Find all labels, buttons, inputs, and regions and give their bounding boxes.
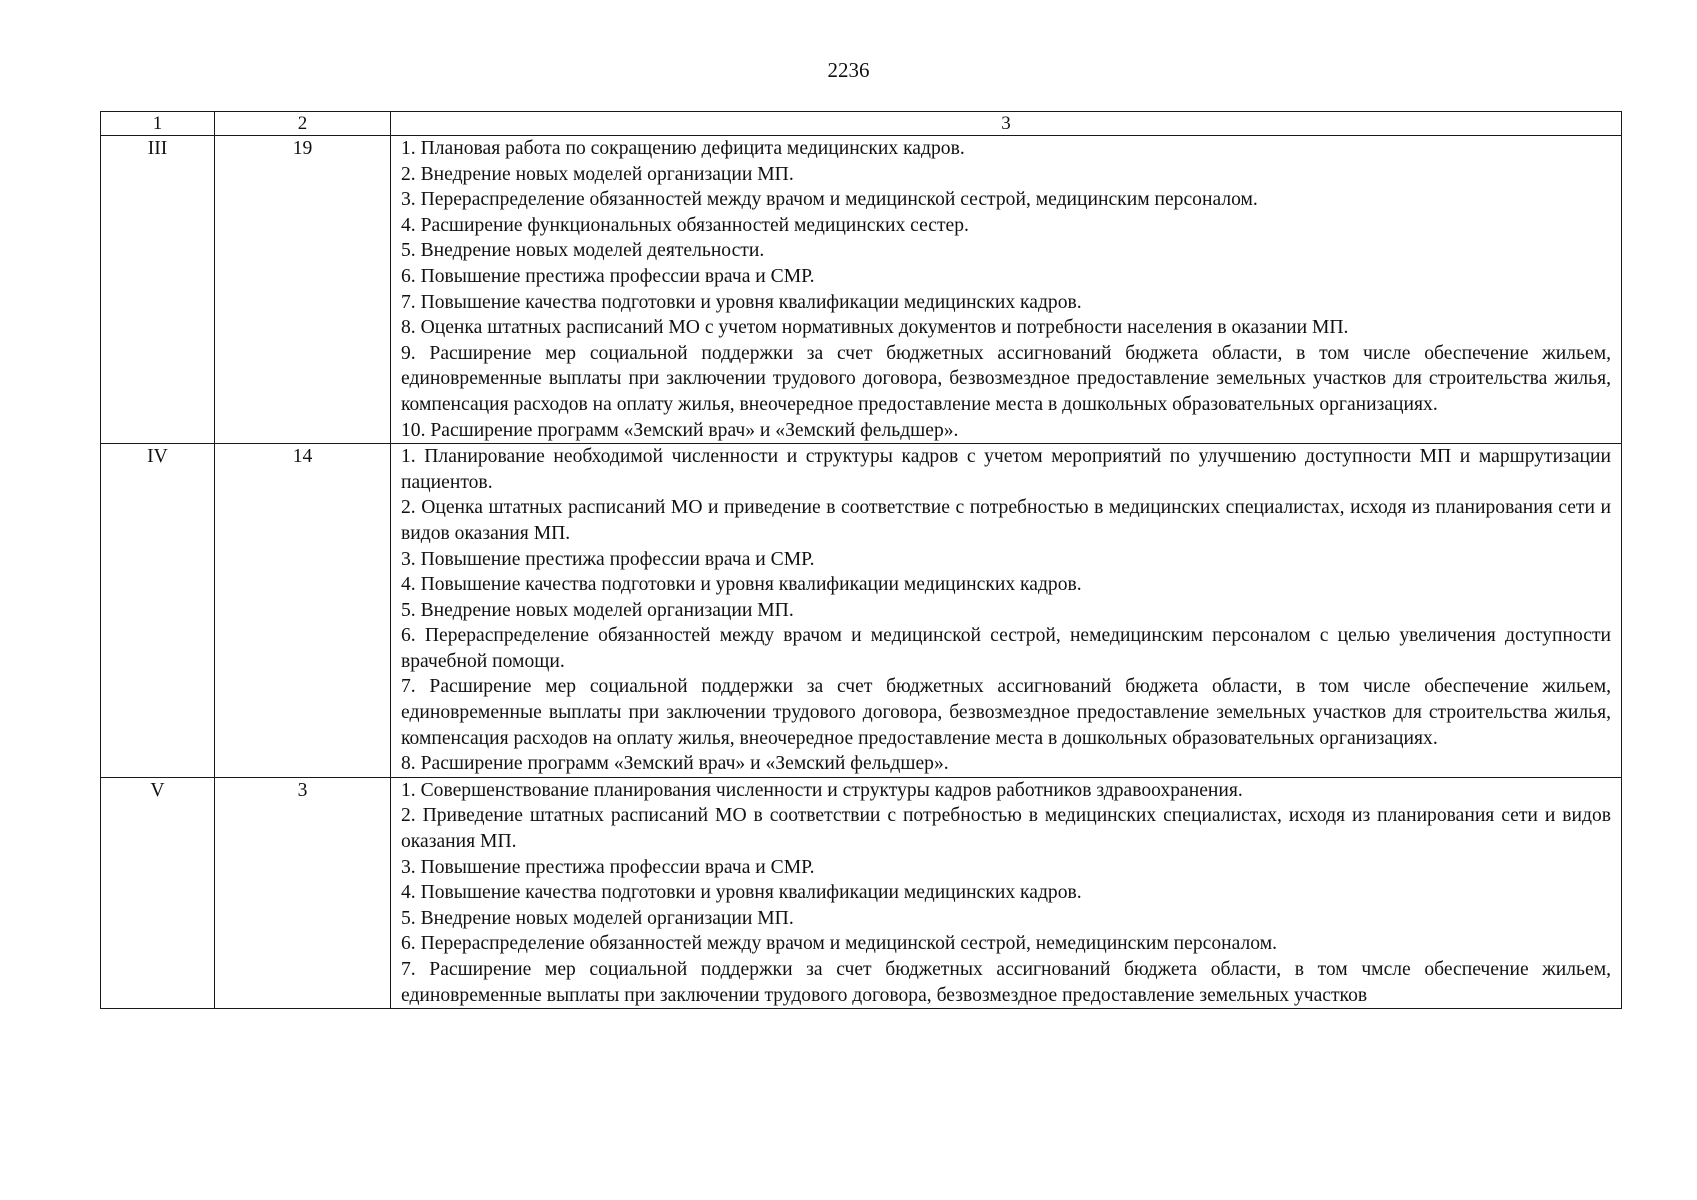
list-item: 6. Перераспределение обязанностей между врачом и медицинской сестрой, немедицинским персоналом.	[401, 933, 1277, 955]
list-item: 3. Повышение престижа профессии врача и СМР.	[401, 856, 815, 878]
list-item: 4. Расширение функциональных обязанностей медицинских сестер.	[401, 214, 969, 236]
row-group-cell: III	[101, 136, 215, 444]
list-item: 4. Повышение качества подготовки и уровня квалификации медицинских кадров.	[401, 882, 1082, 904]
list-item: 7. Расширение мер социальной поддержки за счет бюджетных ассигнований бюджета области, в том числе обеспечение жильем, единовременные выплаты при заключении трудового договора, безвозмездное предоставление земельных участков для строительства жилья, компенсация расходов на оплату жилья, внеочередное предоставление места в дошкольных образовательных организациях.	[401, 676, 1611, 749]
row-count-cell: 14	[215, 444, 391, 778]
list-item: 10. Расширение программ «Земский врач» и «Земский фельдшер».	[401, 419, 959, 441]
list-item: 2. Приведение штатных расписаний МО в соответствии с потребностью в медицинских специалистах, исходя из планирования сети и видов оказания МП.	[401, 805, 1611, 853]
list-item: 5. Внедрение новых моделей организации МП.	[401, 599, 794, 621]
row-group-cell: IV	[101, 444, 215, 778]
list-item: 1. Планирование необходимой численности и структуры кадров с учетом мероприятий по улучшению доступности МП и маршрутизации пациентов.	[401, 446, 1611, 493]
page-number: 2236	[827, 58, 870, 82]
row-measures-cell	[391, 777, 1622, 1008]
list-item: 7. Расширение мер социальной поддержки за счет бюджетных ассигнований бюджета области, в том чмсле обеспечение жильем, единовременные выплаты при заключении трудового договора, безвозмездное предоставление земельных участков	[401, 959, 1611, 1006]
list-item: 1. Плановая работа по сокращению дефицита медицинских кадров.	[401, 138, 965, 159]
header-col-1: 1	[101, 112, 215, 136]
list-item: 7. Повышение качества подготовки и уровня квалификации медицинских кадров.	[401, 291, 1082, 313]
row-group-cell: V	[101, 777, 215, 1008]
list-item: 2. Оценка штатных расписаний МО и приведение в соответствие с потребностью в медицинских специалистах, исходя из планирования сети и видов оказания МП.	[401, 497, 1611, 544]
list-item: 5. Внедрение новых моделей организации МП.	[401, 907, 794, 929]
list-item: 6. Повышение престижа профессии врача и СМР.	[401, 265, 815, 287]
row-count-cell: 3	[215, 777, 391, 1008]
list-item: 6. Перераспределение обязанностей между врачом и медицинской сестрой, немедицинским персоналом с целью увеличения доступности врачебной помощи.	[401, 625, 1611, 672]
list-item: 8. Оценка штатных расписаний МО с учетом нормативных документов и потребности населения в оказании МП.	[401, 317, 1349, 339]
list-item: 9. Расширение мер социальной поддержки за счет бюджетных ассигнований бюджета области, в том числе обеспечение жильем, единовременные выплаты при заключении трудового договора, безвозмездное предоставление земельных участков для строительства жилья, компенсация расходов на оплату жилья, внеочередное предоставление места в дошкольных образовательных организациях.	[401, 342, 1611, 415]
row-count-cell: 19	[215, 136, 391, 444]
list-item: 3. Перераспределение обязанностей между врачом и медицинской сестрой, медицинским персоналом.	[401, 189, 1258, 211]
list-item: 4. Повышение качества подготовки и уровня квалификации медицинских кадров.	[401, 574, 1082, 596]
list-item: 2. Внедрение новых моделей организации МП.	[401, 163, 794, 185]
list-item: 1. Совершенствование планирования численности и структуры кадров работников здравоохранения.	[401, 779, 1243, 801]
table-row	[101, 444, 1622, 778]
row-measures-cell	[391, 444, 1622, 778]
table-header-row	[101, 112, 1622, 136]
list-item: 8. Расширение программ «Земский врач» и «Земский фельдшер».	[401, 753, 949, 775]
list-item: 3. Повышение престижа профессии врача и СМР.	[401, 548, 815, 570]
row-measures-cell	[391, 136, 1622, 444]
header-col-3: 3	[391, 112, 1622, 136]
header-col-2: 2	[215, 112, 391, 136]
table-row	[101, 136, 1622, 444]
list-item: 5. Внедрение новых моделей деятельности.	[401, 240, 765, 262]
table-row	[101, 777, 1622, 1008]
measures-table	[100, 111, 1622, 1009]
